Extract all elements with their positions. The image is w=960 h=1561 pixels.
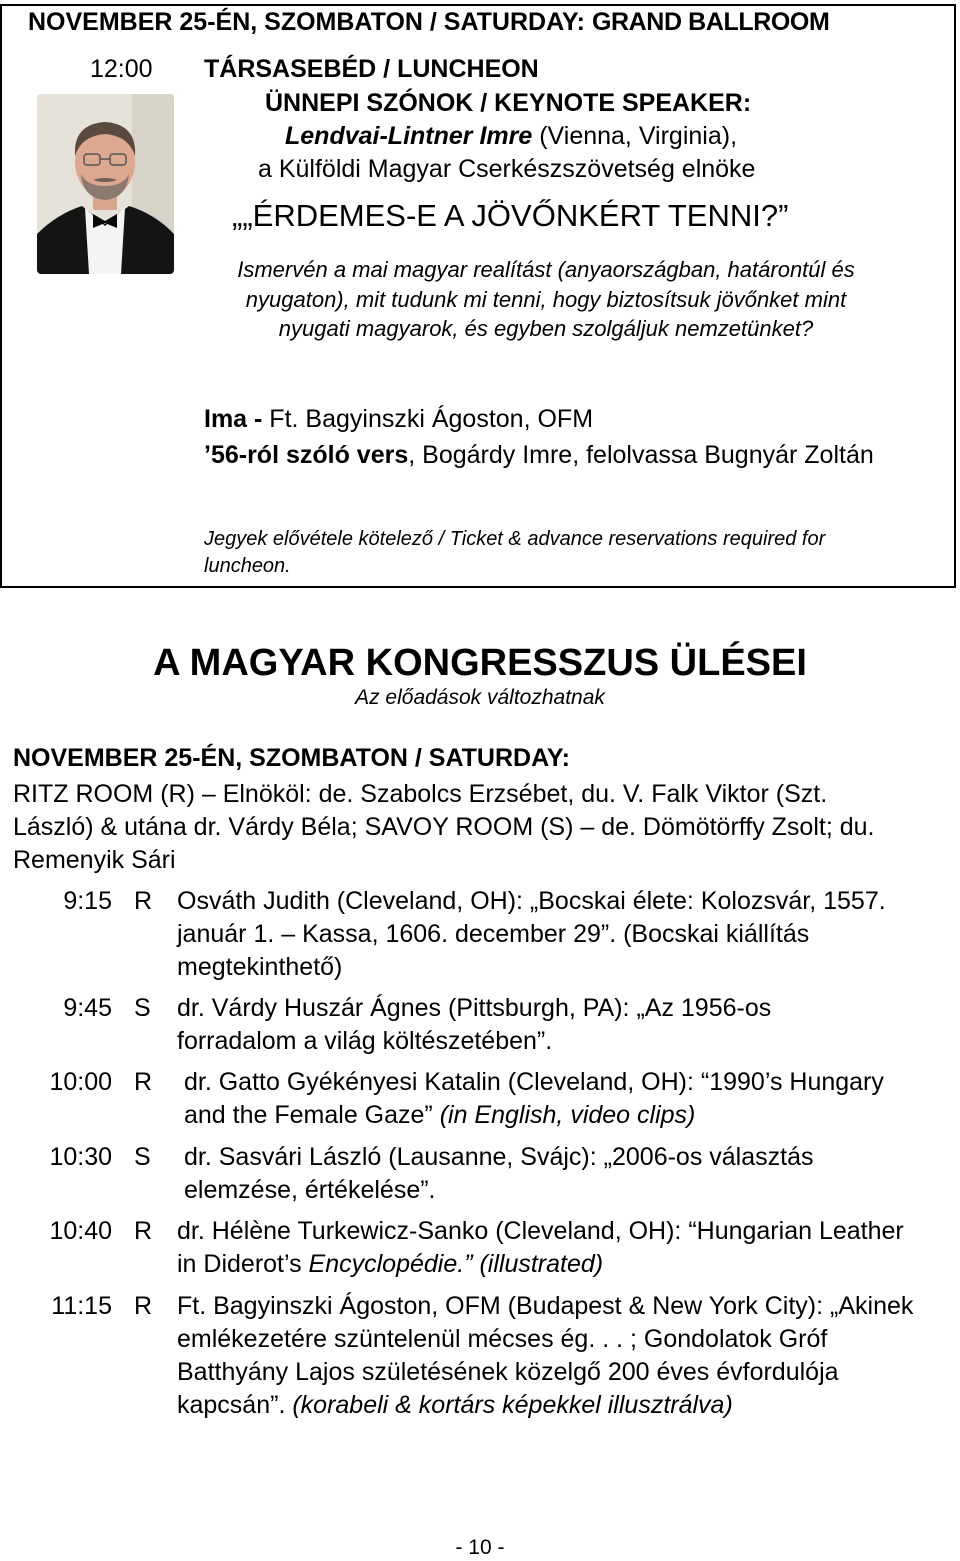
session-time: 9:45 <box>63 994 112 1022</box>
speaker-photo <box>37 94 174 274</box>
session-room: R <box>134 1217 153 1245</box>
session-room: R <box>134 1068 153 1096</box>
session-text-main: Osváth Judith (Cleveland, OH): „Bocskai élete: Kolozsvár, 1557. január 1. – Kassa, 1606. december 29”. (Bocskai kiállítás megtekinthető) <box>177 887 886 981</box>
poem-label: ’56-ról szóló vers <box>204 441 409 469</box>
session-text <box>177 1290 942 1422</box>
session-text <box>177 885 927 984</box>
luncheon-day-header <box>28 8 829 37</box>
prayer-label: Ima - <box>204 405 270 433</box>
session-text-main: dr. Hélène Turkewicz-Sanko (Cleveland, OH): “Hungarian Leather in Diderot’s <box>177 1217 904 1278</box>
room-info: RITZ ROOM (R) – Elnököl: de. Szabolcs Erzsébet, du. V. Falk Viktor (Szt. László) & utána dr. Várdy Béla; SAVOY ROOM (S) – de. Dömötörffy Zsolt; du. Remenyik Sári <box>13 780 875 874</box>
speaker-name: Lendvai-Lintner Imre <box>285 122 533 150</box>
session-text-main: dr. Sasvári László (Lausanne, Svájc): „2006-os választás elemzése, értékelése”. <box>184 1143 814 1204</box>
session-text-main: dr. Várdy Huszár Ágnes (Pittsburgh, PA): „Az 1956-os forradalom a világ költészetében”. <box>177 994 772 1055</box>
prayer-person: Ft. Bagyinszki Ágoston, OFM <box>269 405 594 433</box>
session-room: R <box>134 887 153 915</box>
session-text-italic: (korabeli & kortárs képekkel illusztrálva) <box>292 1391 733 1419</box>
keynote-label: ÜNNEPI SZÓNOK / KEYNOTE SPEAKER: <box>265 89 752 117</box>
sessions-subtitle: Az előadások változhatnak <box>355 686 605 709</box>
session-row <box>0 1215 940 1281</box>
session-text <box>177 992 877 1058</box>
session-row <box>0 885 940 985</box>
prayer-line <box>204 405 593 434</box>
session-row <box>0 1066 940 1132</box>
header-venue: GRAND BALLROOM <box>591 8 830 36</box>
session-row <box>0 1141 940 1207</box>
session-row <box>0 992 940 1058</box>
session-text-italic: Encyclopédie.” (illustrated) <box>308 1250 604 1278</box>
speaker-location: (Vienna, Virginia), <box>532 122 738 150</box>
luncheon-title: TÁRSASEBÉD / LUNCHEON <box>204 55 539 83</box>
session-text <box>184 1141 919 1207</box>
session-time: 10:00 <box>49 1068 112 1096</box>
session-text-italic: (in English, video clips) <box>439 1101 696 1129</box>
session-time: 10:40 <box>49 1217 112 1245</box>
session-time: 9:15 <box>63 887 112 915</box>
speaker-line <box>285 122 737 151</box>
session-text-main: Ft. Bagyinszki Ágoston, OFM (Budapest & New York City): „Akinek emlékezetére szüntelenül mécses ég. . . ; Gondolatok Gróf Batthyány Lajos születésének közelgő 200 éves évfordulója kapcsán”. <box>177 1292 914 1419</box>
session-time: 10:30 <box>49 1143 112 1171</box>
session-text-main: dr. Gatto Gyékényesi Katalin (Cleveland, OH): “1990’s Hungary and the Female Gaze” <box>184 1068 884 1129</box>
header-day: NOVEMBER 25-ÉN, SZOMBATON / SATURDAY: <box>28 8 592 36</box>
session-room: S <box>134 1143 151 1171</box>
poem-rest: , Bogárdy Imre, felolvassa Bugnyár Zoltán <box>408 441 874 469</box>
speaker-role: a Külföldi Magyar Cserkészszövetség elnöke <box>258 155 756 183</box>
talk-title: „„ÉRDEMES-E A JÖVŐNKÉRT TENNI?” <box>232 198 789 233</box>
talk-abstract: Ismervén a mai magyar realítást (anyaországban, határontúl és nyugaton), mit tudunk mi tenni, hogy biztosítsuk jövőnket mint nyugati magyarok, és egyben szolgáljuk nemzetünket? <box>237 257 855 341</box>
sessions-title: A MAGYAR KONGRESSZUS ÜLÉSEI <box>153 642 807 684</box>
luncheon-time: 12:00 <box>90 55 153 83</box>
poem-line <box>204 438 904 472</box>
page-number: - 10 - <box>455 1536 505 1559</box>
sessions-day-header: NOVEMBER 25-ÉN, SZOMBATON / SATURDAY: <box>13 744 570 772</box>
session-room: R <box>134 1292 153 1320</box>
session-room: S <box>134 994 151 1022</box>
session-row <box>0 1290 945 1460</box>
ticket-note: Jegyek elővétele kötelező / Ticket & advance reservations required for luncheon. <box>204 528 826 577</box>
session-text <box>184 1066 904 1132</box>
session-text <box>177 1215 917 1281</box>
session-time: 11:15 <box>51 1292 112 1320</box>
